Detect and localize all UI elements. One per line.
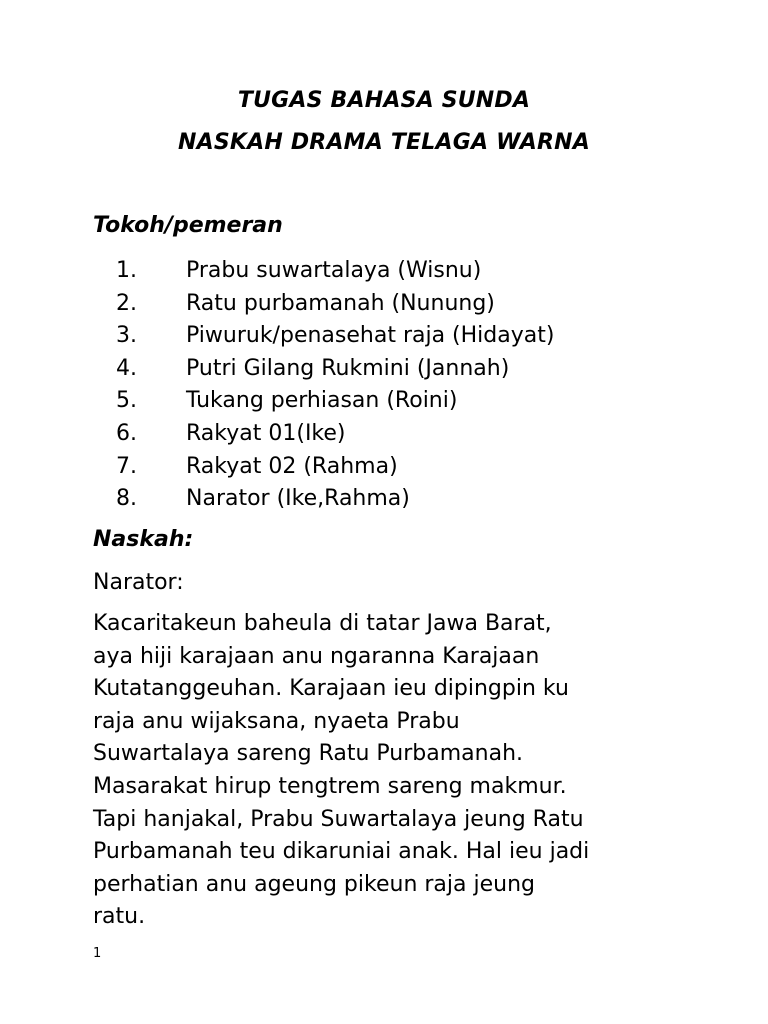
cast-item-name: Narator (Ike,Rahma) [186,486,410,512]
cast-item-number: 2. [116,290,137,316]
cast-item-number: 1. [116,258,137,283]
cast-item-number: 8. [116,486,137,512]
paragraph-line: Masarakat hirup tengtrem sareng makmur. [93,773,567,799]
cast-item-number: 5. [116,388,137,414]
paragraph-line: Suwartalaya sareng Ratu Purbamanah. [93,741,523,767]
cast-item-name: Putri Gilang Rukmini (Jannah) [186,355,510,381]
paragraph-line: raja anu wijaksana, nyaeta Prabu [93,708,460,734]
cast-item-number: 6. [116,420,137,446]
document-subtitle: NASKAH DRAMA TELAGA WARNA [178,130,590,155]
speaker-label: Narator: [93,570,184,595]
cast-item-name: Tukang perhiasan (Roini) [186,388,458,414]
script-heading: Naskah: [93,527,194,552]
cast-item-number: 4. [116,355,137,381]
cast-heading: Tokoh/pemeran [93,213,283,238]
paragraph-line: Kacaritakeun baheula di tatar Jawa Barat, [93,611,552,636]
paragraph-line: Tapi hanjakal, Prabu Suwartalaya jeung Ratu [93,806,584,832]
cast-item-name: Prabu suwartalaya (Wisnu) [186,258,482,283]
paragraph-line: perhatian anu ageung pikeun raja jeung [93,871,535,897]
cast-item-name: Ratu purbamanah (Nunung) [186,290,495,316]
paragraph-line: Purbamanah teu dikaruniai anak. Hal ieu jadi [93,839,590,865]
paragraph-line: Kutatanggeuhan. Karajaan ieu dipingpin ku [93,676,569,702]
paragraph-line: aya hiji karajaan anu ngaranna Karajaan [93,643,540,669]
cast-item-name: Rakyat 01(Ike) [186,420,346,446]
narration-paragraph [93,608,693,934]
cast-item-number: 7. [116,453,137,479]
cast-item-name: Piwuruk/penasehat raja (Hidayat) [186,323,555,349]
cast-item-number: 3. [116,323,137,349]
cast-item-name: Rakyat 02 (Rahma) [186,453,398,479]
paragraph-line: ratu. [93,904,146,930]
document-title: TUGAS BAHASA SUNDA [237,88,531,113]
page-number: 1 [93,946,102,961]
